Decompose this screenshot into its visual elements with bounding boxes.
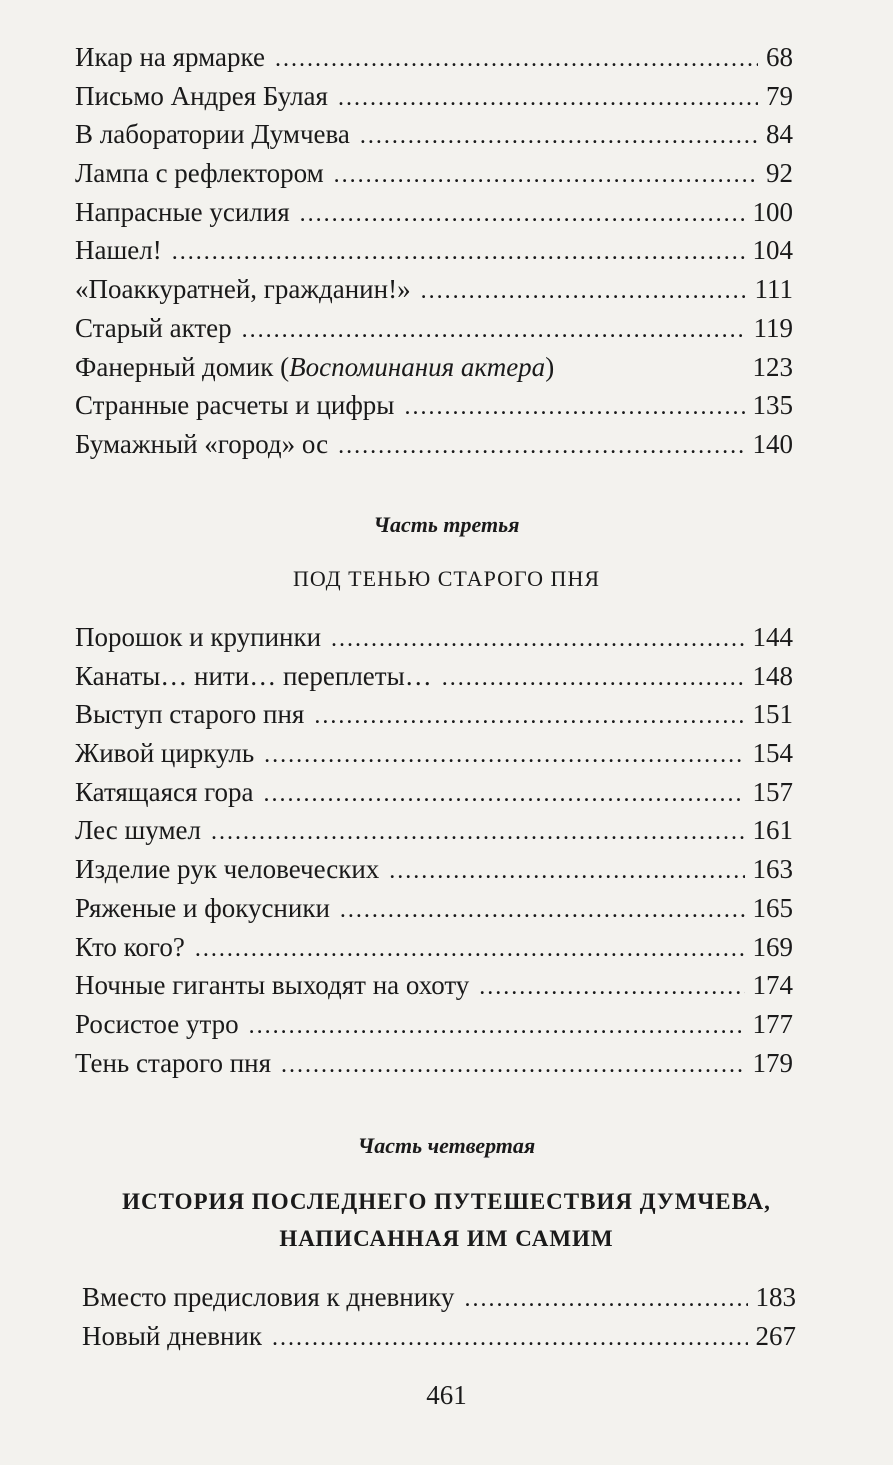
toc-leader-dots [442, 659, 745, 698]
toc-entry-page: 165 [752, 892, 793, 923]
toc-entry [75, 734, 793, 773]
toc-leader-dots [334, 156, 758, 195]
toc-entry-page: 179 [752, 1047, 793, 1078]
toc-entry-title: Выступ старого пня [75, 699, 305, 730]
toc-entry-page: 154 [752, 738, 793, 769]
toc-leader-dots [275, 40, 758, 79]
part4-title-line1: ИСТОРИЯ ПОСЛЕДНЕГО ПУТЕШЕСТВИЯ ДУМЧЕВА, [122, 1189, 771, 1214]
toc-leader-dots [338, 79, 758, 118]
toc-entry-title: Тень старого пня [75, 1047, 272, 1078]
toc-leader-dots [249, 1007, 745, 1046]
toc-entry-title: Лес шумел [75, 815, 201, 846]
toc-entry-title: Канаты… нити… переплеты… [75, 660, 432, 691]
toc-leader-dots [404, 388, 744, 427]
toc-entry [75, 77, 793, 116]
toc-entry [75, 348, 793, 387]
toc-entry-title: Напрасные усилия [75, 196, 290, 227]
toc-entry [75, 928, 793, 967]
toc-entry-page: 92 [766, 158, 793, 189]
toc-entry-title: Странные расчеты и цифры [75, 390, 395, 421]
toc-entry-page: 163 [752, 854, 793, 885]
toc-leader-dots [464, 1280, 747, 1319]
toc-entry-page: 183 [755, 1282, 796, 1312]
toc-leader-dots [264, 775, 745, 814]
toc-entry-title: Икар на ярмарке [75, 42, 265, 72]
toc-leader-dots [195, 930, 745, 969]
toc-entry-title: Катящаяся гора [75, 776, 254, 807]
toc-entry-title: Ночные гиганты выходят на охоту [75, 970, 470, 1001]
part4-title-line2: НАПИСАННАЯ ИМ САМИМ [279, 1226, 614, 1251]
toc-leader-dots [421, 272, 747, 311]
toc-entry [75, 773, 793, 812]
toc-entry-title: Кто кого? [75, 931, 185, 962]
toc-entry-page: 111 [754, 274, 793, 305]
toc-leader-dots [314, 697, 744, 736]
toc-entry-page: 119 [753, 312, 793, 343]
toc-entry [75, 231, 793, 270]
toc-entry [75, 309, 793, 348]
toc-entry-title: Изделие рук человеческих [75, 854, 380, 885]
toc-entry-title: Письмо Андрея Булая [75, 80, 328, 111]
toc-entry [75, 695, 793, 734]
toc-leader-dots [281, 1046, 744, 1085]
toc-entry-page: 68 [766, 42, 793, 72]
toc-leader-dots [300, 195, 745, 234]
toc-list-part2 [75, 38, 793, 464]
toc-leader-dots [331, 620, 744, 659]
toc-entry-page: 161 [752, 815, 793, 846]
toc-entry [75, 154, 793, 193]
toc-entry-page: 267 [755, 1320, 796, 1351]
toc-entry-title: Вместо предисловия к дневнику [82, 1282, 455, 1312]
toc-entry-title: Живой циркуль [75, 738, 255, 769]
toc-entry-page: 140 [752, 428, 793, 459]
toc-entry-page: 79 [766, 80, 793, 111]
toc-entry-title: Бумажный «город» ос [75, 428, 329, 459]
toc-entry-title-close: ) [545, 351, 555, 382]
toc-entry-page: 135 [752, 390, 793, 421]
toc-entry-title: Росистое утро [75, 1008, 239, 1039]
toc-list-part3 [75, 618, 793, 1082]
toc-entry-page: 157 [752, 776, 793, 807]
toc-entry [75, 425, 793, 464]
toc-entry-page: 123 [752, 351, 793, 382]
page-number: 461 [426, 1380, 467, 1410]
toc-entry [75, 270, 793, 309]
toc-list-part4 [82, 1278, 796, 1355]
toc-entry [75, 1044, 793, 1083]
toc-entry-title: Ряженые и фокусники [75, 892, 330, 923]
toc-leader-dots [211, 813, 745, 852]
part4-label: Часть четвертая [357, 1133, 536, 1158]
toc-entry-title-italic: Воспоминания актера [289, 351, 546, 382]
toc-entry-title: Лампа с рефлектором [75, 158, 324, 189]
toc-entry-page: 84 [766, 119, 793, 150]
toc-entry [75, 850, 793, 889]
toc-entry [75, 38, 793, 77]
toc-entry-page: 144 [752, 622, 793, 652]
toc-entry [75, 618, 793, 657]
toc-entry-title: Нашел! [75, 235, 162, 266]
toc-entry-page: 148 [752, 660, 793, 691]
toc-entry [75, 1005, 793, 1044]
toc-entry [75, 193, 793, 232]
toc-entry-title: «Поаккуратней, гражданин!» [75, 274, 411, 305]
toc-entry [82, 1317, 796, 1356]
toc-entry-title [75, 348, 564, 387]
toc-entry-page: 169 [752, 931, 793, 962]
toc-leader-dots [340, 891, 745, 930]
toc-leader-dots [338, 427, 744, 466]
toc-entry-page: 100 [752, 196, 793, 227]
toc-entry [75, 115, 793, 154]
toc-leader-dots [242, 311, 746, 350]
toc-entry-title: В лаборатории Думчева [75, 119, 350, 150]
toc-leader-dots [479, 968, 744, 1007]
toc-entry-title: Порошок и крупинки [75, 622, 322, 652]
toc-entry-title: Новый дневник [82, 1320, 263, 1351]
toc-leader-dots [389, 852, 744, 891]
toc-entry [75, 966, 793, 1005]
toc-entry [75, 386, 793, 425]
toc-entry [75, 657, 793, 696]
part3-label: Часть третья [373, 512, 520, 537]
toc-entry [75, 889, 793, 928]
toc-leader-dots [172, 233, 745, 272]
toc-entry-title: Старый актер [75, 312, 232, 343]
toc-entry-title-main: Фанерный домик ( [75, 351, 290, 382]
toc-entry [75, 811, 793, 850]
toc-leader-dots [360, 117, 758, 156]
toc-entry [82, 1278, 796, 1317]
toc-leader-dots [272, 1319, 747, 1358]
toc-entry-page: 151 [752, 699, 793, 730]
toc-entry-page: 177 [752, 1008, 793, 1039]
toc-entry-page: 174 [752, 970, 793, 1001]
toc-leader-dots [264, 736, 744, 775]
part3-title: ПОД ТЕНЬЮ СТАРОГО ПНЯ [293, 566, 600, 591]
toc-entry-page: 104 [752, 235, 793, 266]
